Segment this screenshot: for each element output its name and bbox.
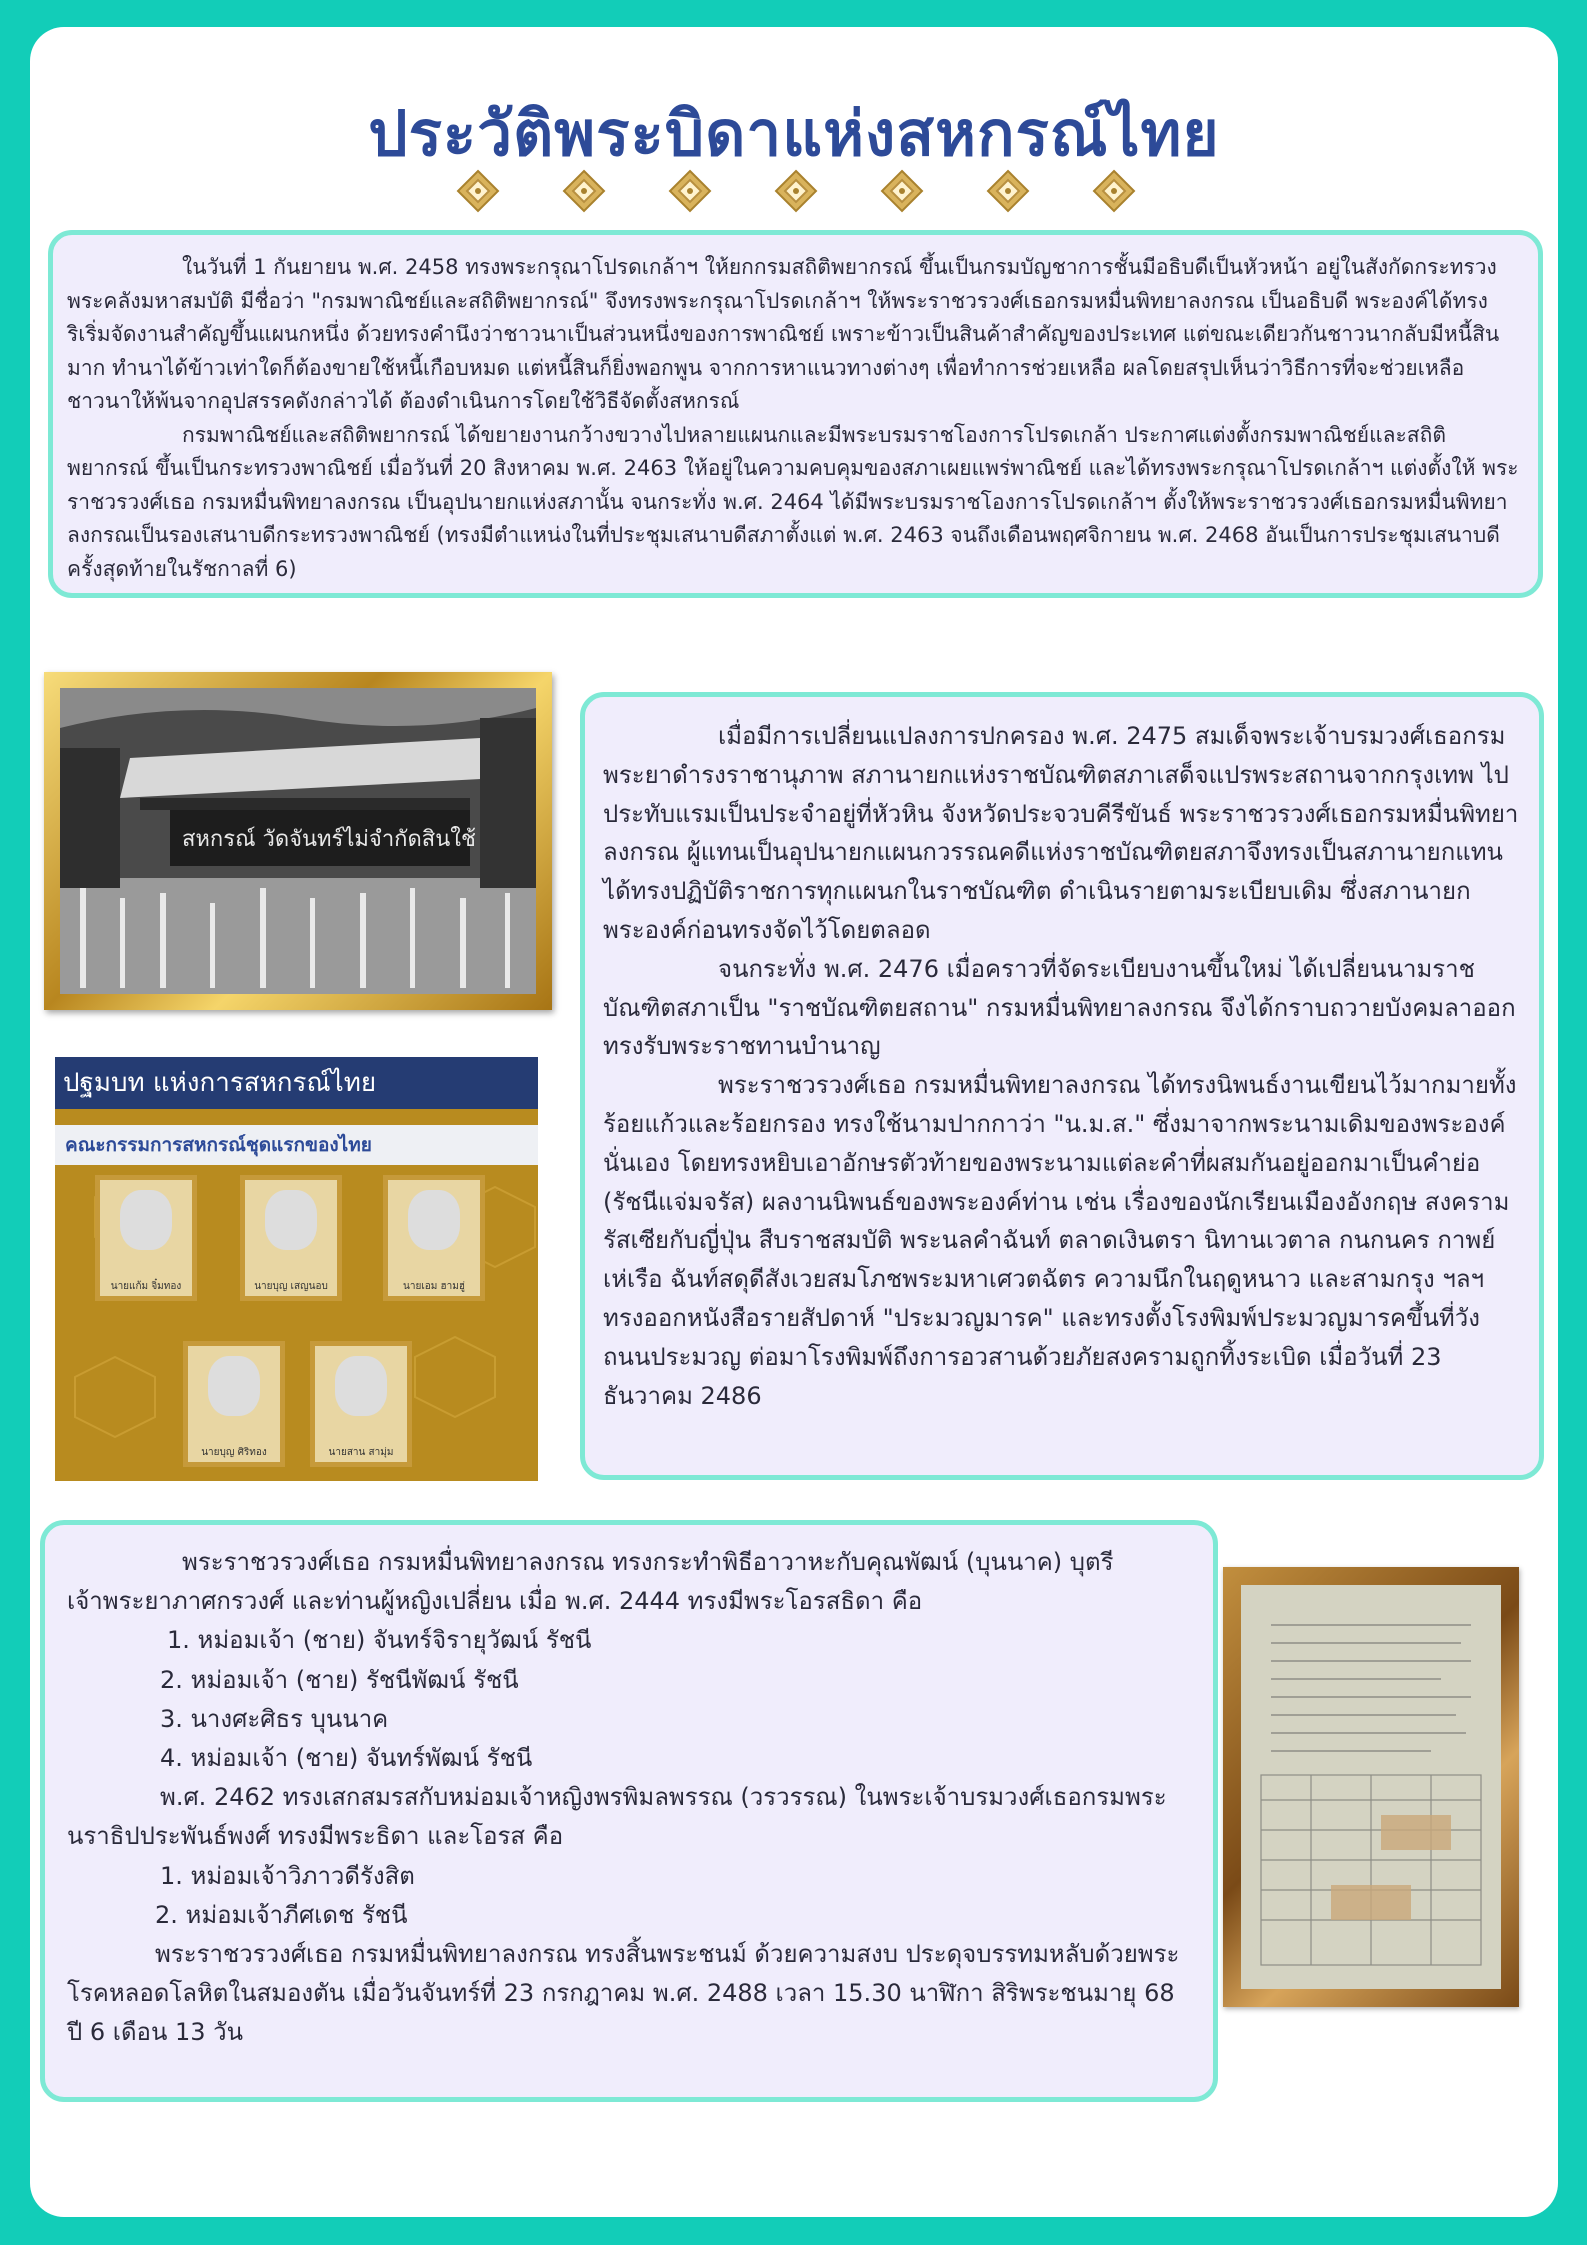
page-title: ประวัติพระบิดาแห่งสหกรณ์ไทย [368, 97, 1220, 170]
history-section-3 [40, 1520, 1218, 2102]
ornament-icon [456, 169, 500, 213]
portrait-caption: นายแก้ม จิ๋มทอง [110, 1281, 182, 1292]
list-item: 2. หม่อมเจ้าภีศเดช รัชนี [155, 1900, 408, 1929]
portrait [95, 1175, 197, 1301]
paragraph: พระราชวรวงศ์เธอ กรมหมื่นพิทยาลงกรณ ทรงสิ้นพระชนม์ ด้วยความสงบ ประดุจบรรทมหลับด้วยพระโรคหลอดโลหิตในสมองตัน เมื่อวันจันทร์ที่ 23 กรกฎาคม พ.ศ. 2488 เวลา 15.30 นาฬิกา สิริพระชนมายุ 68 ปี 6 เดือน 13 วัน [67, 1940, 1180, 2047]
paragraph: เมื่อมีการเปลี่ยนแปลงการปกครอง พ.ศ. 2475 สมเด็จพระเจ้าบรมวงศ์เธอกรมพระยาดำรงราชานุภาพ สภานายกแห่งราชบัณฑิตสภาเสด็จแปรพระสถานจากกรุงเทพ ไปประทับแรมเป็นประจำอยู่ที่หัวหิน จังหวัดประจวบคีรีขันธ์ พระราชวรวงศ์เธอกรมหมื่นพิทยาลงกรณ ผู้แทนเป็นอุปนายกแผนกวรรณคดีแห่งราชบัณฑิตยสภาจึงทรงเป็นสภานายกแทน ได้ทรงปฏิบัติราชการทุกแผนกในราชบัณฑิต ดำเนินรายตามระเบียบเดิม ซึ่งสภานายกพระองค์ก่อนทรงจัดไว้โดยตลอด [603, 722, 1519, 944]
paragraph: จนกระทั่ง พ.ศ. 2476 เมื่อคราวที่จัดระเบียบงานขึ้นใหม่ ได้เปลี่ยนนามราชบัณฑิตสภาเป็น "ราชบัณฑิตยสถาน" กรมหมื่นพิทยาลงกรณ จึงได้กราบถวายบังคมลาออกทรงรับพระราชทานบำนาญ [603, 954, 1516, 1061]
paragraph: ทรงออกหนังสือรายสัปดาห์ "ประมวญมารค" และทรงตั้งโรงพิมพ์ประมวญมารคขึ้นที่วัง ถนนประมวญ ต่อมาโรงพิมพ์ถึงการอวสานด้วยภัยสงครามถูกทิ้งระเบิด เมื่อวันที่ 23 ธันวาคม 2486 [603, 1303, 1480, 1410]
ornament-icon [880, 169, 924, 213]
document-photo [1241, 1585, 1501, 1989]
portrait-caption: นายบุญ ศิริทอง [201, 1447, 267, 1458]
list-item: 2. หม่อมเจ้า (ชาย) รัชนีพัฒน์ รัชนี [160, 1665, 519, 1694]
page-card [30, 27, 1558, 2217]
portrait-caption: นายสาน สามุ่ม [328, 1447, 394, 1458]
list-item: 4. หม่อมเจ้า (ชาย) จันทร์พัฒน์ รัชนี [160, 1744, 533, 1773]
portrait [183, 1341, 285, 1467]
ornament-icon [986, 169, 1030, 213]
committee-subtitle: คณะกรรมการสหกรณ์ชุดแรกของไทย [55, 1125, 538, 1165]
paragraph: พระราชวรวงศ์เธอ กรมหมื่นพิทยาลงกรณ ทรงกระทำพิธีอาวาหะกับคุณพัฒน์ (บุนนาค) บุตรีเจ้าพระยาภาศกรวงศ์ และท่านผู้หญิงเปลี่ยน เมื่อ พ.ศ. 2444 ทรงมีพระโอรสธิดา คือ [67, 1548, 1114, 1616]
list-item: 1. หม่อมเจ้า (ชาย) จันทร์จิรายุวัฒน์ รัชนี [167, 1626, 592, 1655]
history-section-2 [580, 692, 1544, 1480]
ornament-row [456, 167, 1136, 215]
committee-header: ปฐมบท แห่งการสหกรณ์ไทย [55, 1057, 538, 1109]
ornament-icon [562, 169, 606, 213]
portrait-caption: นายเอม ฮามฮู่ [403, 1281, 465, 1292]
portrait-caption: นายบุญ เสญนอบ [254, 1281, 328, 1292]
paragraph: ในวันที่ 1 กันยายน พ.ศ. 2458 ทรงพระกรุณาโปรดเกล้าฯ ให้ยกกรมสถิติพยากรณ์ ขึ้นเป็นกรมบัญชาการชั้นมีอธิบดีเป็นหัวหน้า อยู่ในสังกัดกระทรวงพระคลังมหาสมบัติ มีชื่อว่า "กรมพาณิชย์และสถิติพยากรณ์" จึงทรงพระกรุณาโปรดเกล้าฯ ให้พระราชวรวงศ์เธอกรมหมื่นพิทยาลงกรณ เป็นอธิบดี พระองค์ได้ทรงริเริ่มจัดงานสำคัญขึ้นแผนกหนึ่ง ด้วยทรงคำนึงว่าชาวนาเป็นส่วนหนึ่งของการพาณิชย์ เพราะข้าวเป็นสินค้าสำคัญของประเทศ แต่ขณะเดียวกันชาวนากลับมีหนี้สินมาก ทำนาได้ข้าวเท่าใดก็ต้องขายใช้หนี้เกือบหมด แต่หนี้สินก็ยิ่งพอกพูน จากการหาแนวทางต่างๆ เพื่อทำการช่วยเหลือ ผลโดยสรุปเห็นว่าวิธีการที่จะช่วยเหลือชาวนาให้พ้นจากอุปสรรคดังกล่าวได้ ต้องดำเนินการโดยใช้วิธีจัดตั้งสหกรณ์ [67, 255, 1500, 413]
document-photo-frame [1223, 1567, 1519, 2007]
list-item: 1. หม่อมเจ้าวิภาวดีรังสิต [160, 1861, 415, 1890]
paragraph: กรมพาณิชย์และสถิติพยากรณ์ ได้ขยายงานกว้างขวางไปหลายแผนกและมีพระบรมราชโองการโปรดเกล้า ประกาศแต่งตั้งกรมพาณิชย์และสถิติพยากรณ์ ขึ้นเป็นกระทรวงพาณิชย์ เมื่อวันที่ 20 สิงหาคม พ.ศ. 2463 ให้อยู่ในความคบคุมของสภาเผยแพร่พาณิชย์ และได้ทรงพระกรุณาโปรดเกล้าฯ แต่งตั้งให้ พระราชวรวงศ์เธอ กรมหมื่นพิทยาลงกรณ เป็นอุปนายกแห่งสภานั้น จนกระทั่ง พ.ศ. 2464 ได้มีพระบรมราชโองการโปรดเกล้าฯ ตั้งให้พระราชวรวงศ์เธอกรมหมื่นพิทยาลงกรณเป็นรองเสนาบดีกระทรวงพาณิชย์ (ทรงมีตำแหน่งในที่ประชุมเสนาบดีสภาตั้งแต่ พ.ศ. 2463 จนถึงเดือนพฤศจิกายน พ.ศ. 2468 อันเป็นการประชุมเสนาบดีครั้งสุดท้ายในรัชกาลที่ 6) [67, 422, 1519, 581]
list-item: 3. นางศะศิธร บุนนาค [160, 1704, 389, 1733]
portrait [383, 1175, 485, 1301]
cooperative-sign-photo-frame [44, 672, 552, 1010]
ornament-icon [1092, 169, 1136, 213]
cooperative-sign-photo [60, 688, 536, 994]
paragraph: พ.ศ. 2462 ทรงเสกสมรสกับหม่อมเจ้าหญิงพรพิมลพรรณ (วรวรรณ) ในพระเจ้าบรมวงศ์เธอกรมพระนราธิปประพันธ์พงศ์ ทรงมีพระธิดา และโอรส คือ [67, 1783, 1167, 1851]
sign-text: สหกรณ์ วัดจันทร์ไม่จำกัดสินใช้ [182, 827, 476, 852]
portrait [240, 1175, 342, 1301]
portrait [310, 1341, 412, 1467]
ornament-icon [668, 169, 712, 213]
ornament-icon [774, 169, 818, 213]
paragraph: พระราชวรวงศ์เธอ กรมหมื่นพิทยาลงกรณ ได้ทรงนิพนธ์งานเขียนไว้มากมายทั้งร้อยแก้วและร้อยกรอง ทรงใช้นามปากกาว่า "น.ม.ส." ซึ่งมาจากพระนามเดิมของพระองค์นั่นเอง โดยทรงหยิบเอาอักษรตัวท้ายของพระนามแต่ละคำที่ผสมกันอยู่ออกมาเป็นคำย่อ (รัชนีแจ่มจรัส) ผลงานนิพนธ์ของพระองค์ท่าน เช่น เรื่องของนักเรียนเมืองอังกฤษ สงครามรัสเซียกับญี่ปุ่น สืบราชสมบัติ พระนลคำฉันท์ ตลาดเงินตรา นิทานเวตาล กนกนคร กาพย์ เห่เรือ ฉันท์สดุดีสังเวยสมโภชพระมหาเศวตฉัตร ความนึกในฤดูหนาว และสามกรุง ฯลฯ [603, 1071, 1517, 1294]
history-section-1 [48, 230, 1543, 598]
first-committee-photo [55, 1057, 538, 1481]
